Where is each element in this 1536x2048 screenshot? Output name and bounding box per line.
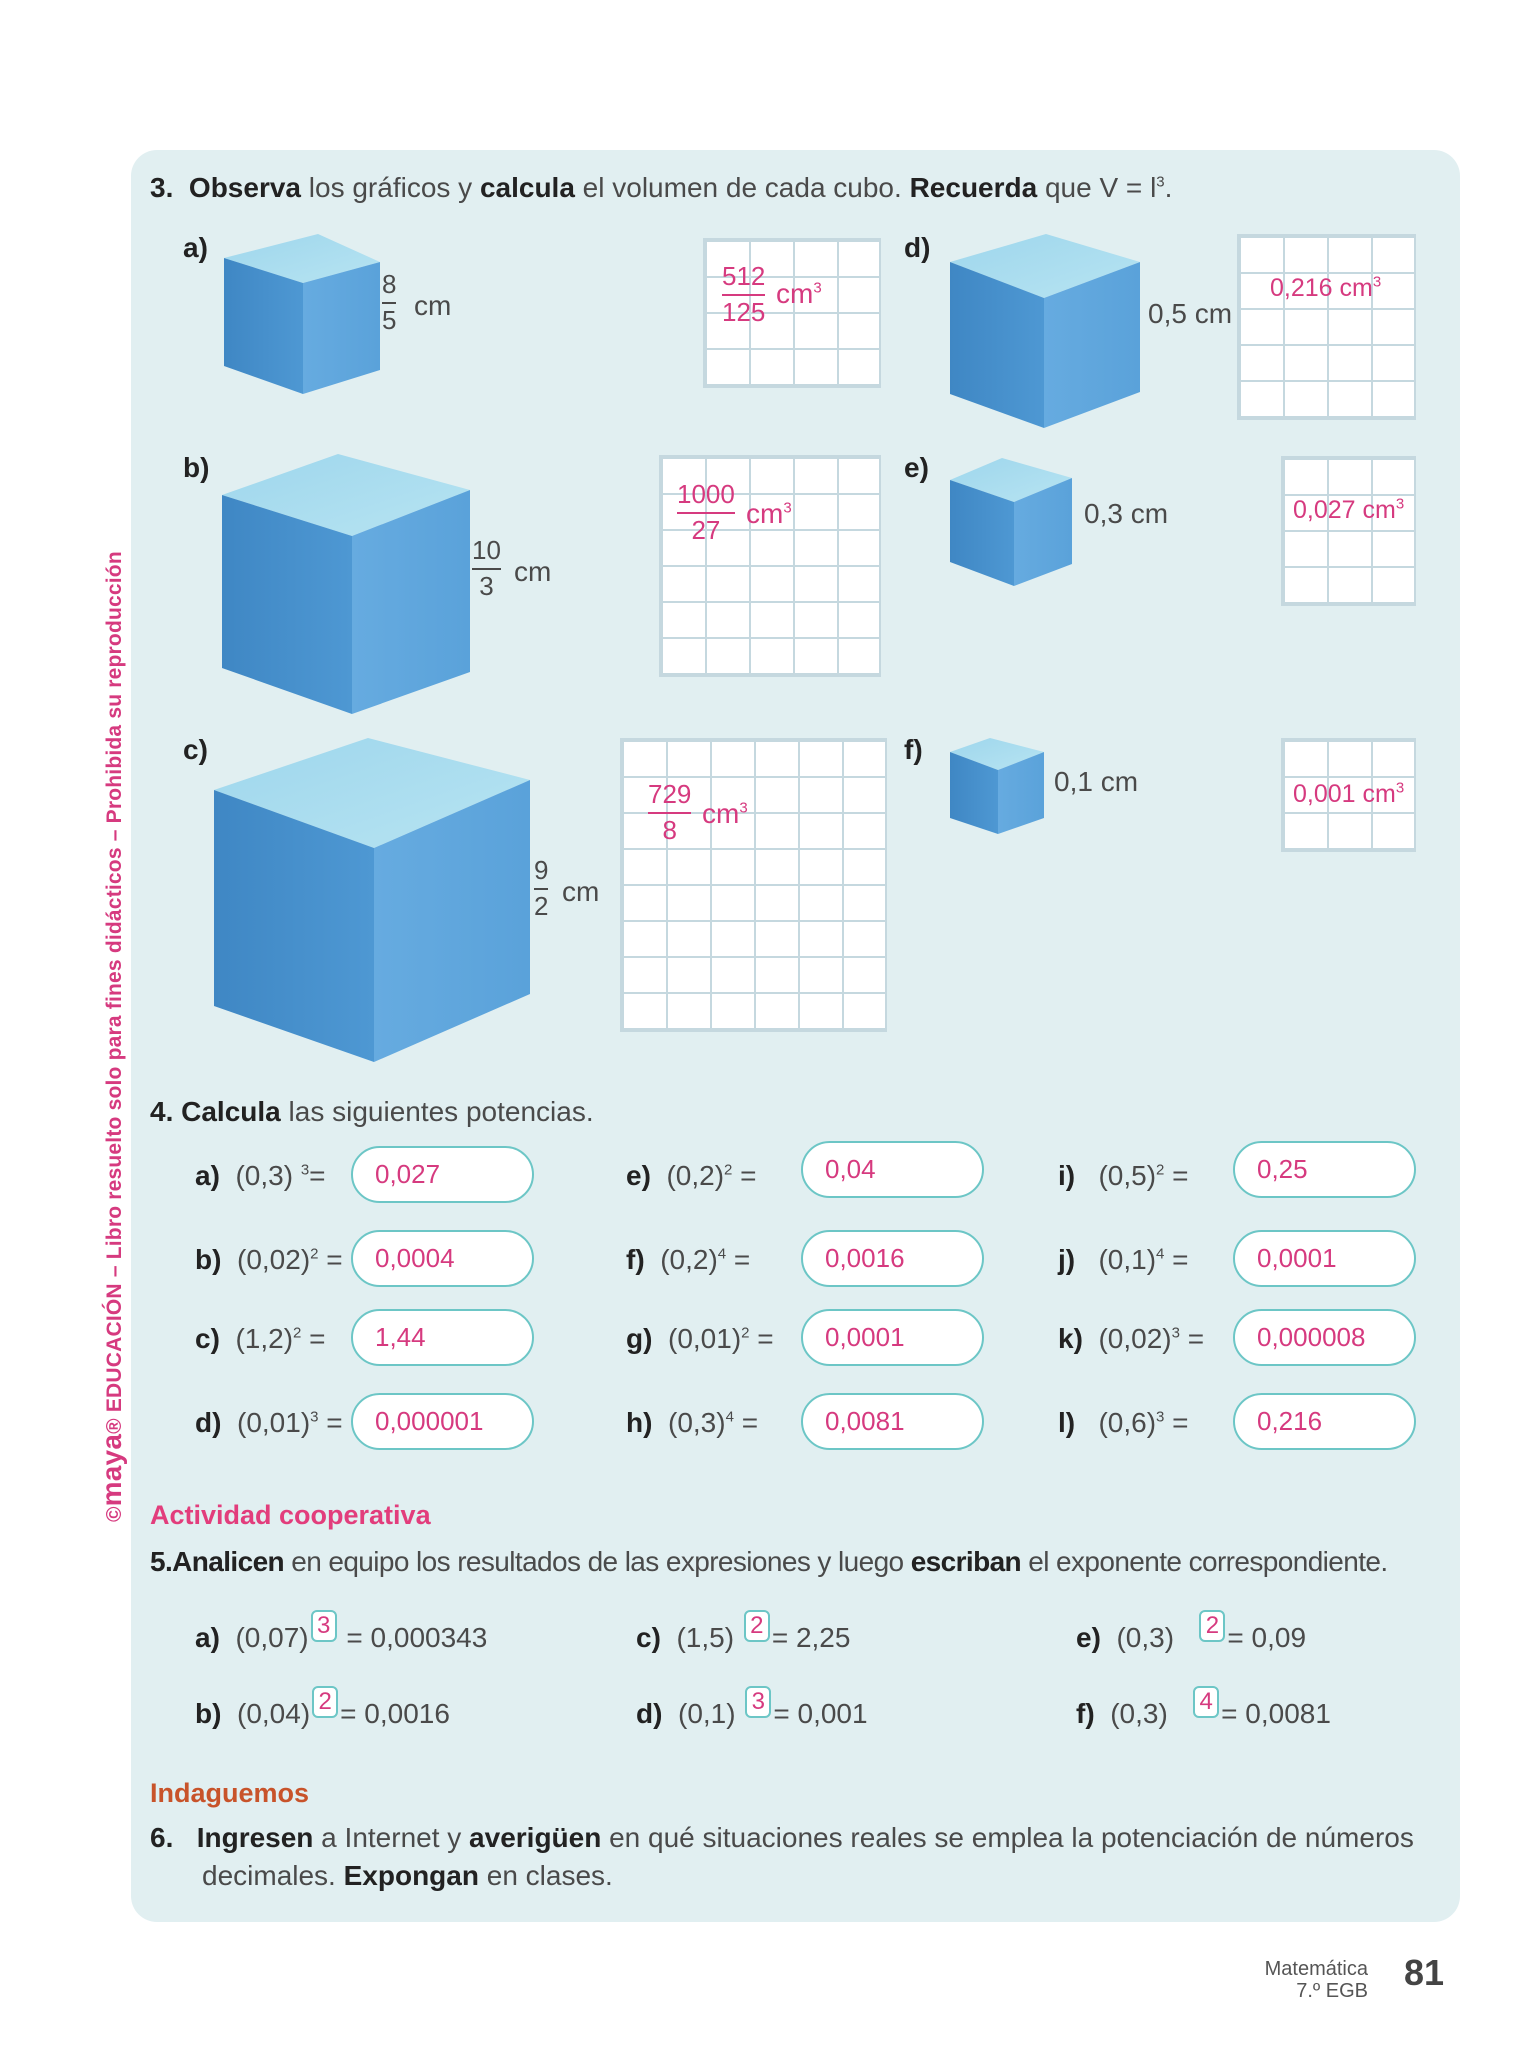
- answer-b-unit: $cm^3$: [746, 498, 792, 529]
- ex5-expr-b: b) (0,04) 2 = 0,0016: [195, 1688, 450, 1729]
- ex4-answer-d[interactable]: 0,000001: [351, 1393, 534, 1450]
- ex4-answer-a[interactable]: 0,027: [351, 1146, 534, 1203]
- ex5-exponent-a[interactable]: 3: [311, 1610, 337, 1642]
- ex3-label-d: d): [904, 232, 931, 263]
- ex4-expr-c: c) $(1,2)^2$ =: [195, 1323, 326, 1354]
- cube-c: [214, 738, 530, 1062]
- ex3-label-c: c): [183, 734, 208, 765]
- indaguemos-heading: Indaguemos: [150, 1778, 310, 1808]
- ex5-exponent-f[interactable]: 4: [1193, 1686, 1219, 1718]
- side-unit-b: cm: [514, 556, 552, 587]
- side-length-a: 8 5: [382, 269, 397, 335]
- cube-d: [950, 234, 1140, 428]
- side-unit-c: cm: [562, 876, 600, 907]
- footer-subject: Matemática 7.º EGB: [1264, 1958, 1368, 2002]
- ex4-answer-f[interactable]: 0,0016: [801, 1230, 984, 1287]
- ex5-expr-a: a) (0,07) 3 = 0,000343: [195, 1612, 488, 1653]
- answer-c: 729 8: [648, 779, 692, 845]
- ex4-expr-d: d) $(0,01)^3$ =: [195, 1407, 343, 1438]
- answer-e: 0,027 $cm^3$: [1293, 495, 1405, 524]
- answer-f: 0,001 $cm^3$: [1293, 779, 1405, 808]
- ex4-expr-i: i) $(0,5)^2$ =: [1058, 1160, 1189, 1191]
- ex6-line1: 6. Ingresen a Internet y averigüen en qué situaciones reales se emplea la potenciación de números: [150, 1822, 1414, 1853]
- ex6-line2: decimales. Expongan en clases.: [202, 1860, 613, 1891]
- cube-e: [950, 458, 1072, 586]
- answer-grid-e[interactable]: [1281, 456, 1416, 606]
- ex4-expr-h: h) $(0,3)^4$ =: [626, 1407, 759, 1438]
- answer-d: 0,216 $cm^3$: [1270, 273, 1382, 302]
- ex4-expr-e: e) $(0,2)^2$ =: [626, 1160, 757, 1191]
- answer-a-unit: $cm^3$: [776, 278, 822, 309]
- page-number: 81: [1404, 1952, 1445, 1993]
- ex4-answer-e[interactable]: 0,04: [801, 1141, 984, 1198]
- ex4-answer-k[interactable]: 0,000008: [1233, 1309, 1416, 1366]
- cube-a: [224, 234, 380, 394]
- ex5-expr-f: f) (0,3) 4 = 0,0081: [1076, 1688, 1331, 1729]
- side-length-b: 10 3: [472, 535, 501, 601]
- ex5-exponent-c[interactable]: 2: [744, 1610, 770, 1642]
- ex4-instruction: 4. Calcula las siguientes potencias.: [150, 1096, 594, 1127]
- ex4-answer-j[interactable]: 0,0001: [1233, 1230, 1416, 1287]
- ex4-answer-l[interactable]: 0,216: [1233, 1393, 1416, 1450]
- ex5-instruction: 5.Analicen en equipo los resultados de las expresiones y luego escriban el exponente correspondiente.: [150, 1546, 1388, 1577]
- ex4-expr-k: k) $(0,02)^3$ =: [1058, 1323, 1205, 1354]
- side-length-e: 0,3 cm: [1084, 498, 1169, 529]
- ex4-expr-f: f) $(0,2)^4$ =: [626, 1244, 751, 1275]
- ex5-expr-c: c) (1,5) 2 = 2,25: [636, 1612, 851, 1653]
- ex4-answer-g[interactable]: 0,0001: [801, 1309, 984, 1366]
- ex5-expr-d: d) (0,1) 3 = 0,001: [636, 1688, 868, 1729]
- answer-b: 1000 27: [677, 479, 735, 545]
- ex5-exponent-b[interactable]: 2: [312, 1686, 338, 1718]
- cube-f: [950, 738, 1044, 834]
- ex4-expr-l: l) $(0,6)^3$ =: [1058, 1407, 1189, 1438]
- ex4-answer-h[interactable]: 0,0081: [801, 1393, 984, 1450]
- side-length-c: 9 2: [534, 855, 549, 921]
- coop-heading: Actividad cooperativa: [150, 1500, 431, 1530]
- ex4-expr-b: b) $(0,02)^2$ =: [195, 1244, 343, 1275]
- ex4-answer-c[interactable]: 1,44: [351, 1309, 534, 1366]
- brand-logo: maya: [96, 1433, 127, 1507]
- ex3-instruction: 3. Observa los gráficos y calcula el volumen de cada cubo. Recuerda que $V = l^3$.: [150, 172, 1173, 203]
- side-length-d: 0,5 cm: [1148, 298, 1233, 329]
- ex4-expr-g: g) $(0,01)^2$ =: [626, 1323, 774, 1354]
- ex5-expr-e: e) (0,3) 2 = 0,09: [1076, 1612, 1307, 1653]
- side-unit-a: cm: [414, 290, 452, 321]
- ex4-answer-i[interactable]: 0,25: [1233, 1141, 1416, 1198]
- cube-b: [222, 454, 470, 714]
- ex5-exponent-d[interactable]: 3: [745, 1686, 771, 1718]
- answer-a: 512 125: [722, 261, 766, 327]
- ex4-answer-b[interactable]: 0,0004: [351, 1230, 534, 1287]
- ex4-expr-a: a) (0,3) $^3$=: [195, 1160, 326, 1191]
- copyright-side-text: ©maya® EDUCACIÓN – Libro resuelto solo para fines didácticos – Prohibida su reproducción: [96, 551, 127, 1522]
- ex5-exponent-e[interactable]: 2: [1199, 1610, 1225, 1642]
- side-length-f: 0,1 cm: [1054, 766, 1139, 797]
- answer-c-unit: $cm^3$: [702, 798, 748, 829]
- ex4-expr-j: j) $(0,1)^4$ =: [1058, 1244, 1189, 1275]
- ex3-label-b: b): [183, 452, 210, 483]
- answer-grid-d[interactable]: [1237, 234, 1416, 420]
- ex3-label-f: f): [904, 734, 923, 765]
- ex3-label-e: e): [904, 452, 929, 483]
- ex3-label-a: a): [183, 232, 208, 263]
